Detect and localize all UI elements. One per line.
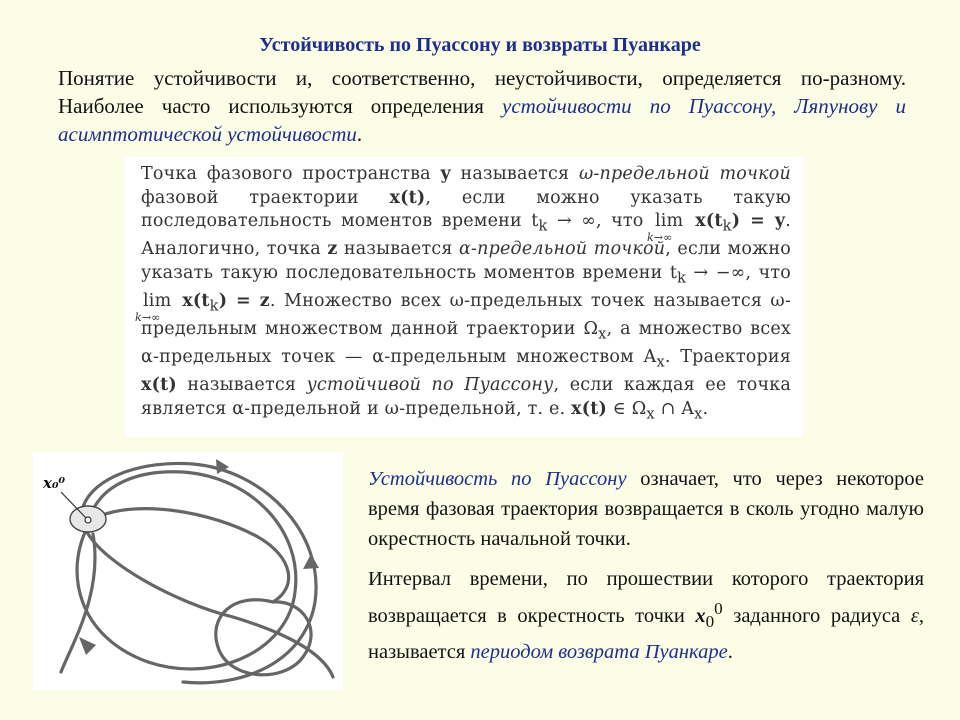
tb-lim xyxy=(646,210,685,245)
point-sup: 0 xyxy=(714,599,723,618)
poincare-text: Интервал времени, по прошествии которого траектория возвращается в окрестность точки xyxy=(368,568,924,627)
tb-text: , если каждая ее точка является α-предельной и ω-предельной, т. е. xyxy=(141,375,792,419)
poincare-end: . xyxy=(727,640,733,663)
tb-xt: x(t) xyxy=(571,398,608,419)
tb-text: ∩ A xyxy=(654,398,695,419)
trajectory-curve-3 xyxy=(87,532,333,677)
intro-paragraph xyxy=(58,64,906,148)
tb-text: , если можно указать такую последовательность моментов времени t xyxy=(141,239,791,283)
tb-text: Точка фазового пространства xyxy=(141,164,441,184)
trajectory-curve-4 xyxy=(91,509,289,602)
tb-text: → −∞, что xyxy=(686,262,791,283)
poincare-period-term: периодом возврата Пуанкаре xyxy=(470,640,728,663)
tb-text: называется xyxy=(337,239,459,260)
tb-text: ∈ Ω xyxy=(607,398,647,419)
tb-lim-word: lim xyxy=(654,211,684,232)
tb-text: x(t xyxy=(173,290,210,311)
arrow-head-2 xyxy=(79,637,96,655)
point-x: x xyxy=(695,604,706,627)
tb-xt: x(t) xyxy=(141,375,177,396)
tb-sub: k xyxy=(722,217,732,235)
tb-sub: k xyxy=(677,269,687,287)
tb-text: ) = y xyxy=(731,211,786,232)
poincare-text: заданного радиуса xyxy=(722,604,911,627)
figure-label: x₀⁰ xyxy=(43,474,66,492)
tb-xt: x(t) xyxy=(389,187,426,208)
tb-text: ) = z xyxy=(218,290,270,311)
tb-sub: x xyxy=(694,405,703,423)
tb-sub: x xyxy=(598,325,607,343)
trajectory-curve-2 xyxy=(83,463,316,682)
tb-lim-sub: k→∞ xyxy=(646,231,673,245)
tb-text: → ∞, что xyxy=(547,211,653,232)
tb-alpha-point: α-предельной точкой xyxy=(458,239,666,260)
poincare-paragraph xyxy=(368,564,924,667)
tb-lim-word: lim xyxy=(143,290,172,311)
tb-sub: k xyxy=(209,297,219,315)
tb-omega-point: ω-предельной точкой xyxy=(578,164,791,184)
phase-trajectory-figure xyxy=(33,452,343,690)
trajectory-curve-1 xyxy=(77,472,296,669)
tb-lim xyxy=(135,290,173,324)
tb-text: . Аналогично, точка xyxy=(141,211,792,260)
poisson-paragraph xyxy=(368,464,924,554)
textbook-excerpt xyxy=(125,157,803,437)
slide-title: Устойчивость по Пуассону и возвраты Пуанкаре xyxy=(259,34,701,56)
tb-text: . Траектория xyxy=(664,347,791,368)
tb-text: , а множество всех α-предельных точек — α-предельным множеством A xyxy=(141,319,791,368)
tb-poisson-stable: устойчивой по Пуассону xyxy=(306,375,554,396)
poisson-term: Устойчивость по Пуассону xyxy=(368,468,627,490)
tb-z: z xyxy=(327,239,338,260)
tb-sub: x xyxy=(656,353,665,371)
tb-sub: k xyxy=(538,217,548,235)
trajectory-svg xyxy=(33,452,343,690)
tb-text: называется xyxy=(450,164,579,184)
tb-sub: x xyxy=(646,405,655,423)
intro-text: Понятие устойчивости и, соответственно, неустойчивости, определяется по-разному. Наиболее часто используются определения xyxy=(58,66,906,118)
tb-lim-sub: k→∞ xyxy=(135,310,161,324)
tb-text: фазовой траектории xyxy=(141,187,390,208)
epsilon-symbol: ε xyxy=(910,604,919,627)
trajectory-small-loop xyxy=(216,600,311,675)
tb-text: . Множество всех ω-предельных точек называется ω-предельным множеством данной траектории Ω xyxy=(141,290,791,340)
point-sub: 0 xyxy=(705,611,715,631)
intro-italic-terms: устойчивости по Пуассону, Ляпунову и асимптотической устойчивости xyxy=(58,94,907,146)
arrow-head-3 xyxy=(303,554,319,569)
poisson-text: означает, что через некоторое время фазовая траектория возвращается в сколь угодно малую окрестность начальной точки. xyxy=(368,468,924,550)
tb-text: x(t xyxy=(685,211,723,232)
poincare-text: , называется xyxy=(368,604,925,663)
tb-text: называется xyxy=(176,375,307,396)
intro-end: . xyxy=(356,122,363,146)
tb-text: . xyxy=(702,398,709,419)
tb-y: y xyxy=(440,164,451,184)
tb-text: , если можно указать такую последовательность моментов времени t xyxy=(141,187,791,232)
